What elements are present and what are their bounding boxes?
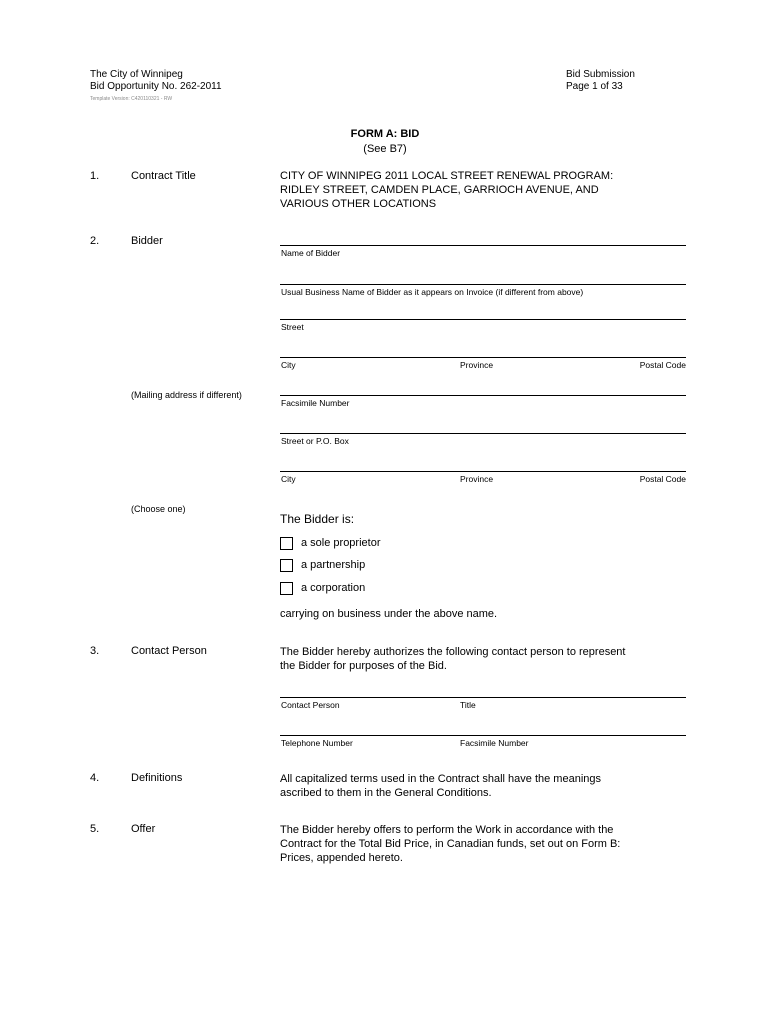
- paragraph-line: The Bidder hereby authorizes the following contact person to represent: [280, 646, 626, 658]
- template-version: Template Version: C420110321 - RW: [90, 96, 173, 102]
- paragraph-line: ascribed to them in the General Conditions.: [280, 787, 492, 799]
- province-caption: Province: [460, 360, 494, 370]
- contact-person-caption: Contact Person: [281, 700, 340, 710]
- bidder-is-label: The Bidder is:: [280, 512, 355, 526]
- contact-authorization-text: [280, 645, 686, 673]
- offer-text: [280, 823, 686, 865]
- section-4-number: 4.: [90, 772, 100, 784]
- usual-business-name-caption: Usual Business Name of Bidder as it appears on Invoice (if different from above): [281, 287, 584, 297]
- paragraph-line: All capitalized terms used in the Contract shall have the meanings: [280, 773, 602, 785]
- header-org: The City of Winnipeg: [90, 69, 183, 80]
- paragraph-line: the Bidder for purposes of the Bid.: [280, 660, 447, 672]
- mailing-province-caption: Province: [460, 474, 494, 484]
- postal-code-caption: Postal Code: [639, 360, 686, 370]
- section-5-number: 5.: [90, 823, 100, 835]
- paragraph-line: The Bidder hereby offers to perform the Work in accordance with the: [280, 824, 614, 836]
- street-field[interactable]: [280, 319, 686, 320]
- corporation-checkbox[interactable]: [280, 582, 293, 595]
- header-bid-number: Bid Opportunity No. 262-2011: [90, 81, 222, 92]
- telephone-caption: Telephone Number: [281, 738, 353, 748]
- usual-business-name-field[interactable]: [280, 284, 686, 285]
- carrying-on-business-text: carrying on business under the above name.: [280, 608, 498, 620]
- mailing-city-caption: City: [281, 474, 296, 484]
- name-of-bidder-caption: Name of Bidder: [281, 248, 341, 258]
- form-subtitle: (See B7): [363, 143, 407, 155]
- name-of-bidder-field[interactable]: [280, 245, 686, 246]
- contact-title-caption: Title: [460, 700, 476, 710]
- contract-title-text: [280, 169, 690, 211]
- telephone-facsimile-field[interactable]: [280, 735, 686, 736]
- section-4-label: Definitions: [131, 772, 183, 784]
- header-page-number: Page 1 of 33: [566, 81, 623, 92]
- sole-proprietor-checkbox[interactable]: [280, 537, 293, 550]
- street-po-box-caption: Street or P.O. Box: [281, 436, 349, 446]
- section-2-label: Bidder: [131, 235, 163, 247]
- mailing-postal-code-caption: Postal Code: [639, 474, 686, 484]
- street-po-box-field[interactable]: [280, 433, 686, 434]
- definitions-text: [280, 772, 686, 800]
- facsimile-caption: Facsimile Number: [281, 398, 350, 408]
- street-caption: Street: [281, 322, 304, 332]
- partnership-label: a partnership: [301, 559, 366, 571]
- form-title: FORM A: BID: [350, 128, 420, 140]
- contract-title-line: RIDLEY STREET, CAMDEN PLACE, GARRIOCH AVENUE, AND: [280, 184, 599, 196]
- paragraph-line: Prices, appended hereto.: [280, 852, 403, 864]
- contract-title-line: CITY OF WINNIPEG 2011 LOCAL STREET RENEWAL PROGRAM:: [280, 170, 614, 182]
- corporation-label: a corporation: [301, 582, 366, 594]
- section-3-number: 3.: [90, 645, 100, 657]
- mailing-address-note: (Mailing address if different): [131, 390, 242, 400]
- contact-facsimile-caption: Facsimile Number: [460, 738, 529, 748]
- contact-person-field[interactable]: [280, 697, 686, 698]
- section-3-label: Contact Person: [131, 645, 207, 657]
- section-5-label: Offer: [131, 823, 156, 835]
- section-2-number: 2.: [90, 235, 100, 247]
- section-1-label: Contract Title: [131, 170, 196, 182]
- city-caption: City: [281, 360, 296, 370]
- facsimile-field[interactable]: [280, 395, 686, 396]
- contract-title-line: VARIOUS OTHER LOCATIONS: [280, 198, 437, 210]
- sole-proprietor-label: a sole proprietor: [301, 537, 381, 549]
- choose-one-note: (Choose one): [131, 504, 186, 514]
- paragraph-line: Contract for the Total Bid Price, in Canadian funds, set out on Form B:: [280, 838, 621, 850]
- partnership-checkbox[interactable]: [280, 559, 293, 572]
- city-province-postal-field[interactable]: [280, 357, 686, 358]
- section-1-number: 1.: [90, 170, 100, 182]
- mailing-city-province-postal-field[interactable]: [280, 471, 686, 472]
- header-section: Bid Submission: [566, 69, 635, 80]
